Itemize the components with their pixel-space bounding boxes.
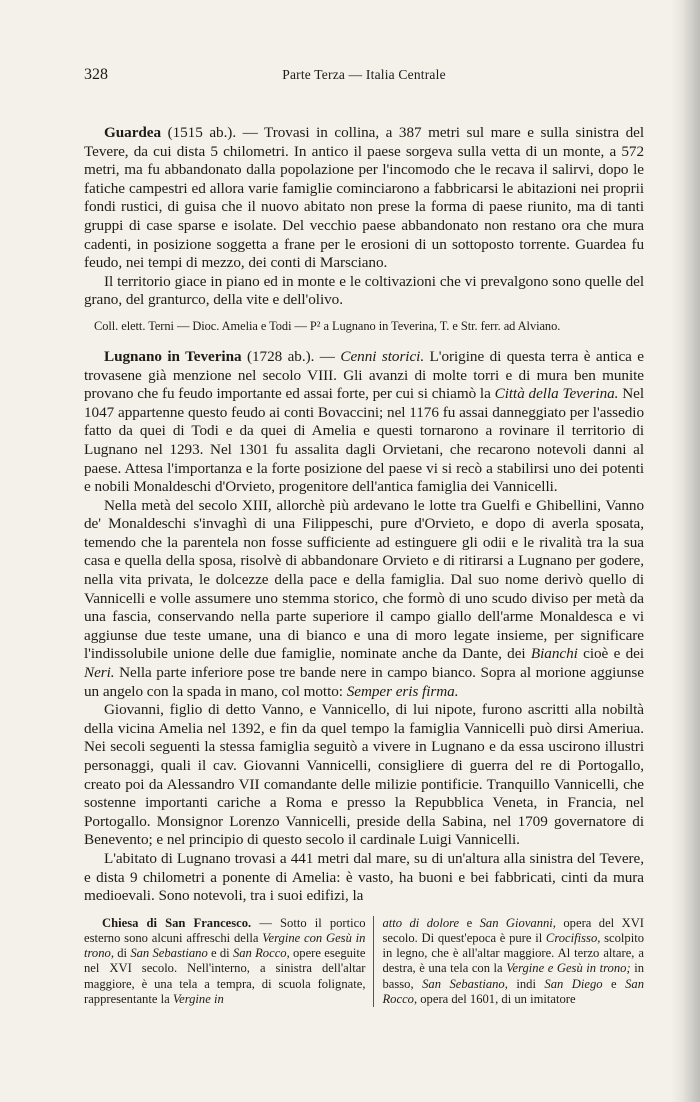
note-right-italic-5: San Sebastiano, xyxy=(422,976,508,991)
note-column-right xyxy=(373,916,644,1007)
guardea-text-1: (1515 ab.). — Trovasi in collina, a 387 metri sul mare e sulla sinistra del Tevere, da cui dista 5 chilometri. In antico il paese sorgeva sulla vetta di un monte, a 572 metri, ma fu abbandonato dalla popolazione per l'incomodo che le recava il salirvi, dopo le fatiche campestri ed allora varie famiglie cominciarono a fabbricarsi le abitazioni nei proprii fondi rustici, di guisa che il nuovo abitato non prese la forma di paese riunito, ma di tanti gruppi di case sparse e isolate. Del vecchio paese abbandonato non restano ora che mura cadenti, in posizione soggetta a frane per le erosioni di un sottoposto torrente. Guardea fu feudo, nei tempi di mezzo, dei conti di Marsciano. xyxy=(84,124,644,272)
book-page xyxy=(84,66,644,1007)
note-right-italic-1: atto di dolore xyxy=(382,915,460,930)
lugnano-italic-motto: Semper eris firma. xyxy=(346,682,459,700)
lugnano-italic-neri: Neri. xyxy=(84,664,115,682)
lugnano-paragraph-1 xyxy=(84,348,644,497)
guardea-paragraph-1 xyxy=(84,124,644,273)
page-spine-shadow xyxy=(670,0,700,1102)
lugnano-italic-citta: Città della Teverina. xyxy=(494,385,619,403)
lugnano-italic-bianchi: Bianchi xyxy=(530,645,578,663)
note-right-text-b: opera del XVI secolo. Di quest'epoca è pure il xyxy=(382,915,644,945)
lugnano-paragraph-4: L'abitato di Lugnano trovasi a 441 metri dal mare, su di un'altura alla sinistra del Tevere, e dista 9 chilometri a ponente di Amelia: è vasto, ha buoni e bei fabbricati, cinti da mura medioevali. Sono notevoli, tra i suoi edifizi, la xyxy=(84,849,644,905)
page-header xyxy=(84,66,644,86)
note-heading-chiesa: Chiesa di San Francesco. xyxy=(102,915,252,930)
running-title: Parte Terza — Italia Centrale xyxy=(282,67,446,82)
lugnano-text-2c: Nella parte inferiore pose tre bande nere in campo bianco. Sopra al morione aggiunse un angelo con la spada in mano, col motto: xyxy=(84,664,644,700)
note-left-text-c: e di xyxy=(207,946,233,961)
note-right-italic-4: Vergine e Gesù in trono; xyxy=(506,961,631,976)
note-column-left xyxy=(84,916,373,1007)
note-left-text-a: — Sotto il portico esterno sono alcuni affreschi della xyxy=(84,915,366,945)
note-right-text-c: scolpito in legno, che è all'altar maggiore. Al terzo altare, a destra, è una tela con la xyxy=(382,930,644,976)
note-right-italic-6: San Diego xyxy=(544,976,603,991)
lugnano-text-1c: Nel 1047 appartenne questo feudo ai conti Bovaccini; nel 1176 fu assai danneggiato per l'assedio fatto da quei di Todi e da quei di Amelia e questi tornarono a rovinare il territorio di Lugnano nel 1293. Nel 1301 fu assalita dagli Orvietani, che recarono notevoli danni al paese. Attesa l'importanza e la forte posizione del paese vi si recò a stabilirsi uno dei potenti e nobili Monaldeschi d'Orvieto, progenitore dell'antica famiglia dei Vannicelli. xyxy=(84,385,645,496)
note-right-italic-7: San Rocco, xyxy=(382,976,644,1006)
note-right-text-e: indi xyxy=(507,976,545,991)
lugnano-text-1b: L'origine di questa terra è antica e trovasene già menzione nel secolo VIII. Gli avanzi di molte torri e di mura ben munite provano che fu feudo importante ed assai forte, per cui si chiamò la xyxy=(84,347,644,403)
lugnano-text-2a: Nella metà del secolo XIII, allorchè più ardevano le lotte tra Guelfi e Ghibellini, Vanno de' Monaldeschi s'invaghì di una Filippeschi, pure d'Orvieto, e dopo di averla sposata, temendo che la parentela non fosse sufficiente ad estinguere gli odii e le rivalità tra la sua casa e quella della sposa, risolvè di abbandonare Orvieto e di ritirarsi a Lugnano per godere, nella vita privata, le dolcezze della pace e della famiglia. Dal suo nome derivò quello di Vannicelli e volle assumere uno stemma storico, che formò di uno scudo diviso per metà da una fascia, conservando nella parte superiore il campo giallo dell'arme Monaldesca e vi aggiunse due teste umane, una di bianco e una di moro legate insieme, per significare l'indissolubile unione delle due famiglie, nominate anche da Dante, dei xyxy=(84,496,644,663)
note-right-text-d: in basso, xyxy=(382,961,644,991)
note-right-text-f: e xyxy=(602,976,626,991)
note-left-italic-4: Vergine in xyxy=(172,991,224,1006)
lugnano-italic-cenni: Cenni storici. xyxy=(340,347,425,365)
note-right-italic-3: Crocifisso, xyxy=(545,930,601,945)
lugnano-paragraph-3: Giovanni, figlio di detto Vanno, e Vannicello, di lui nipote, furono ascritti alla nobiltà della vicina Amelia nel 1392, e fin da quel tempo la famiglia Vannicelli può dirsi Ameriua. Nei secoli seguenti la stessa famiglia seguitò a vivere in Lugnano e da essa uscirono illustri personaggi, quali il cav. Giovanni Vannicelli, consigliere di guerra del re di Portogallo, creato poi da Alessandro VII comandante delle milizie pontificie. Tranquillo Vannicelli, che sostenne importanti cariche a Roma e presso la Repubblica Veneta, in Francia, nel Portogallo. Monsignor Lorenzo Vannicelli, preside della Sabina, nel 1709 governatore di Benevento; e nel principio di questo secolo il cardinale Luigi Vannicelli. xyxy=(84,701,644,849)
lugnano-paragraph-2 xyxy=(84,497,644,702)
footnote-columns xyxy=(84,916,644,1007)
note-right-italic-2: San Giovanni, xyxy=(479,915,556,930)
note-right-text-a: e xyxy=(459,915,480,930)
lugnano-text-2b: cioè e dei xyxy=(577,645,644,663)
note-left-text-d: opere eseguite nel XVI secolo. Nell'interno, a sinistra dell'altar maggiore, è una tela a tempra, di scuola folignate, rappresentante la xyxy=(84,946,366,1006)
note-right-text-g: opera del 1601, di un imitatore xyxy=(417,991,576,1006)
guardea-electoral-info: Coll. elett. Terni — Dioc. Amelia e Todi — P² a Lugnano in Teverina, T. e Str. ferr. ad Alviano. xyxy=(94,318,561,333)
note-left-text-b: di xyxy=(113,946,131,961)
note-left-italic-3: San Rocco, xyxy=(232,946,290,961)
note-left-italic-1: Vergine con Gesù in trono, xyxy=(84,930,366,961)
lugnano-text-1a: (1728 ab.). — xyxy=(241,347,341,365)
lugnano-heading: Lugnano in Teverina xyxy=(104,347,242,365)
guardea-paragraph-2: Il territorio giace in piano ed in monte e le coltivazioni che vi prevalgono sono quelle del grano, del granturco, della vite e dell'olivo. xyxy=(84,272,644,309)
guardea-heading: Guardea xyxy=(104,124,162,141)
page-number: 328 xyxy=(84,66,108,83)
note-left-italic-2: San Sebastiano xyxy=(130,946,208,961)
